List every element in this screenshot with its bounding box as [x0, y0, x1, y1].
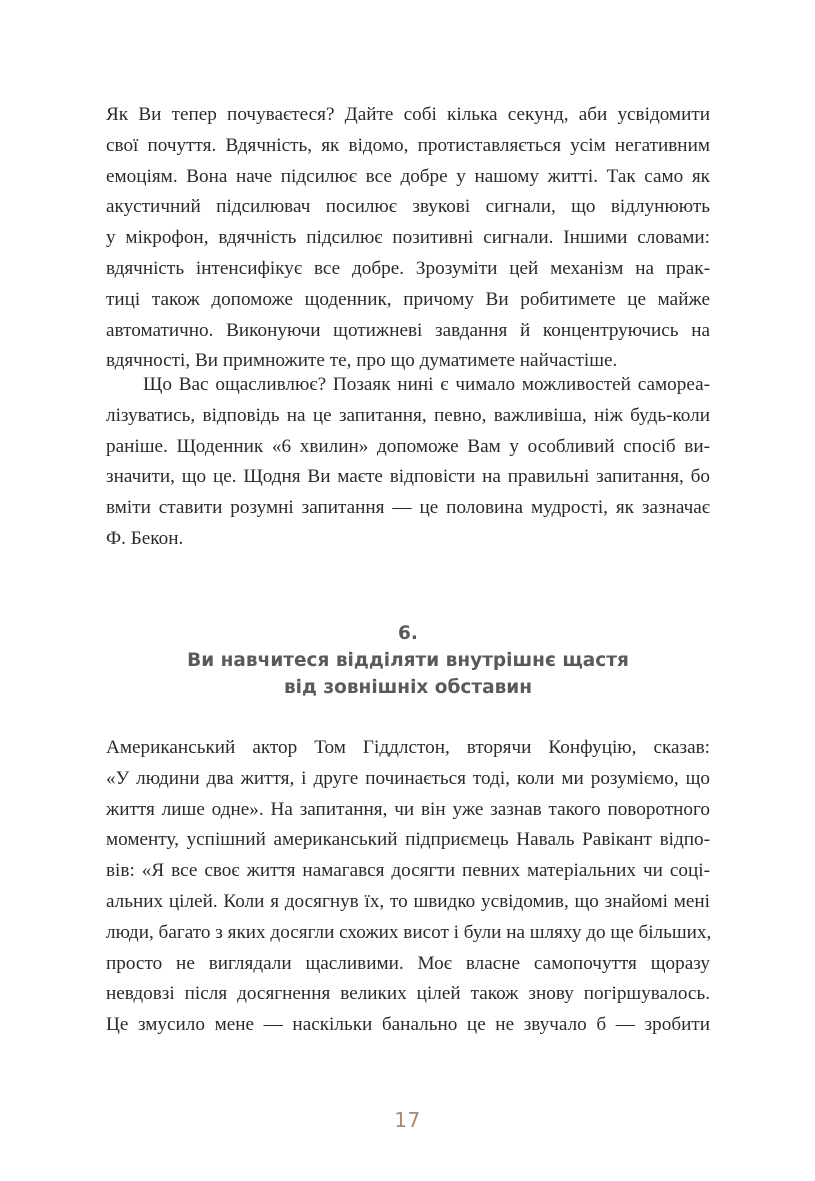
text-line: раніше. Щоденник «6 хвилин» допоможе Вам у особливий спосіб ви- — [106, 435, 710, 457]
text-line: життя лише одне». На запитання, чи він уже зазнав такого поворотного — [106, 798, 710, 820]
text-line: вміти ставити розумні запитання — це половина мудрості, як зазначає — [106, 497, 710, 519]
paragraph-happiness — [106, 370, 710, 555]
section-number: 6. — [398, 623, 418, 644]
text-line: невдовзі після досягнення великих цілей також знову погіршувалось. — [106, 983, 710, 1005]
text-line: автоматично. Виконуючи щотижневі завдання й концентруючись на — [106, 319, 710, 341]
text-line: емоціям. Вона наче підсилює все добре у нашому житті. Так само як — [106, 165, 710, 187]
text-line: Американський актор Том Гіддлстон, вторячи Конфуцію, сказав: — [106, 737, 710, 758]
text-line: люди, багато з яких досягли схожих висот і були на шляху до ще більших, — [106, 921, 712, 943]
text-line: «У людини два життя, і друге починається тоді, коли ми розуміємо, що — [106, 767, 710, 789]
text-line: вдячності, Ви примножите те, про що думатимете найчастіше. — [106, 350, 618, 372]
text-line: значити, що це. Щодня Ви маєте відповісти на правильні запитання, бо — [106, 466, 710, 488]
section-heading — [106, 620, 710, 701]
text-line: вдячність інтенсифікує все добре. Зрозуміти цей механізм на прак- — [106, 257, 710, 279]
text-line: у мікрофон, вдячність підсилює позитивні сигнали. Іншими словами: — [106, 227, 710, 249]
paragraph-hiddleston — [106, 733, 710, 1041]
text-line: Як Ви тепер почуваєтеся? Дайте собі кілька секунд, аби усвідомити — [106, 104, 710, 125]
text-line: вів: «Я все своє життя намагався досягти певних матеріальних чи соці- — [106, 860, 710, 882]
paragraph-gratitude — [106, 100, 710, 377]
text-line: Ф. Бекон. — [106, 527, 184, 549]
text-line: Що Вас ощасливлює? Позаяк нині є чимало можливостей самореа- — [143, 374, 710, 395]
text-line: акустичний підсилювач посилює звукові сигнали, що відлунюють — [106, 196, 710, 218]
section-title-line-2: від зовнішніх обставин — [283, 677, 533, 698]
text-line: лізуватись, відповідь на це запитання, певно, важливіша, ніж будь-коли — [106, 404, 710, 426]
text-line: свої почуття. Вдячність, як відомо, протиставляється усім негативним — [106, 134, 710, 156]
text-line: тиці також допоможе щоденник, причому Ви робитимете це майже — [106, 288, 710, 310]
text-line: Це змусило мене — наскільки банально це не звучало б — зробити — [106, 1014, 710, 1036]
text-line: альних цілей. Коли я досягнув їх, то швидко усвідомив, що знайомі мені — [106, 890, 710, 912]
page-number: 17 — [394, 1108, 421, 1132]
section-title-line-1: Ви навчитеся відділяти внутрішнє щастя — [187, 650, 629, 671]
text-line: просто не виглядали щасливими. Моє власне самопочуття щоразу — [106, 952, 710, 974]
text-line: моменту, успішний американський підприємець Наваль Равікант відпо- — [106, 829, 710, 851]
